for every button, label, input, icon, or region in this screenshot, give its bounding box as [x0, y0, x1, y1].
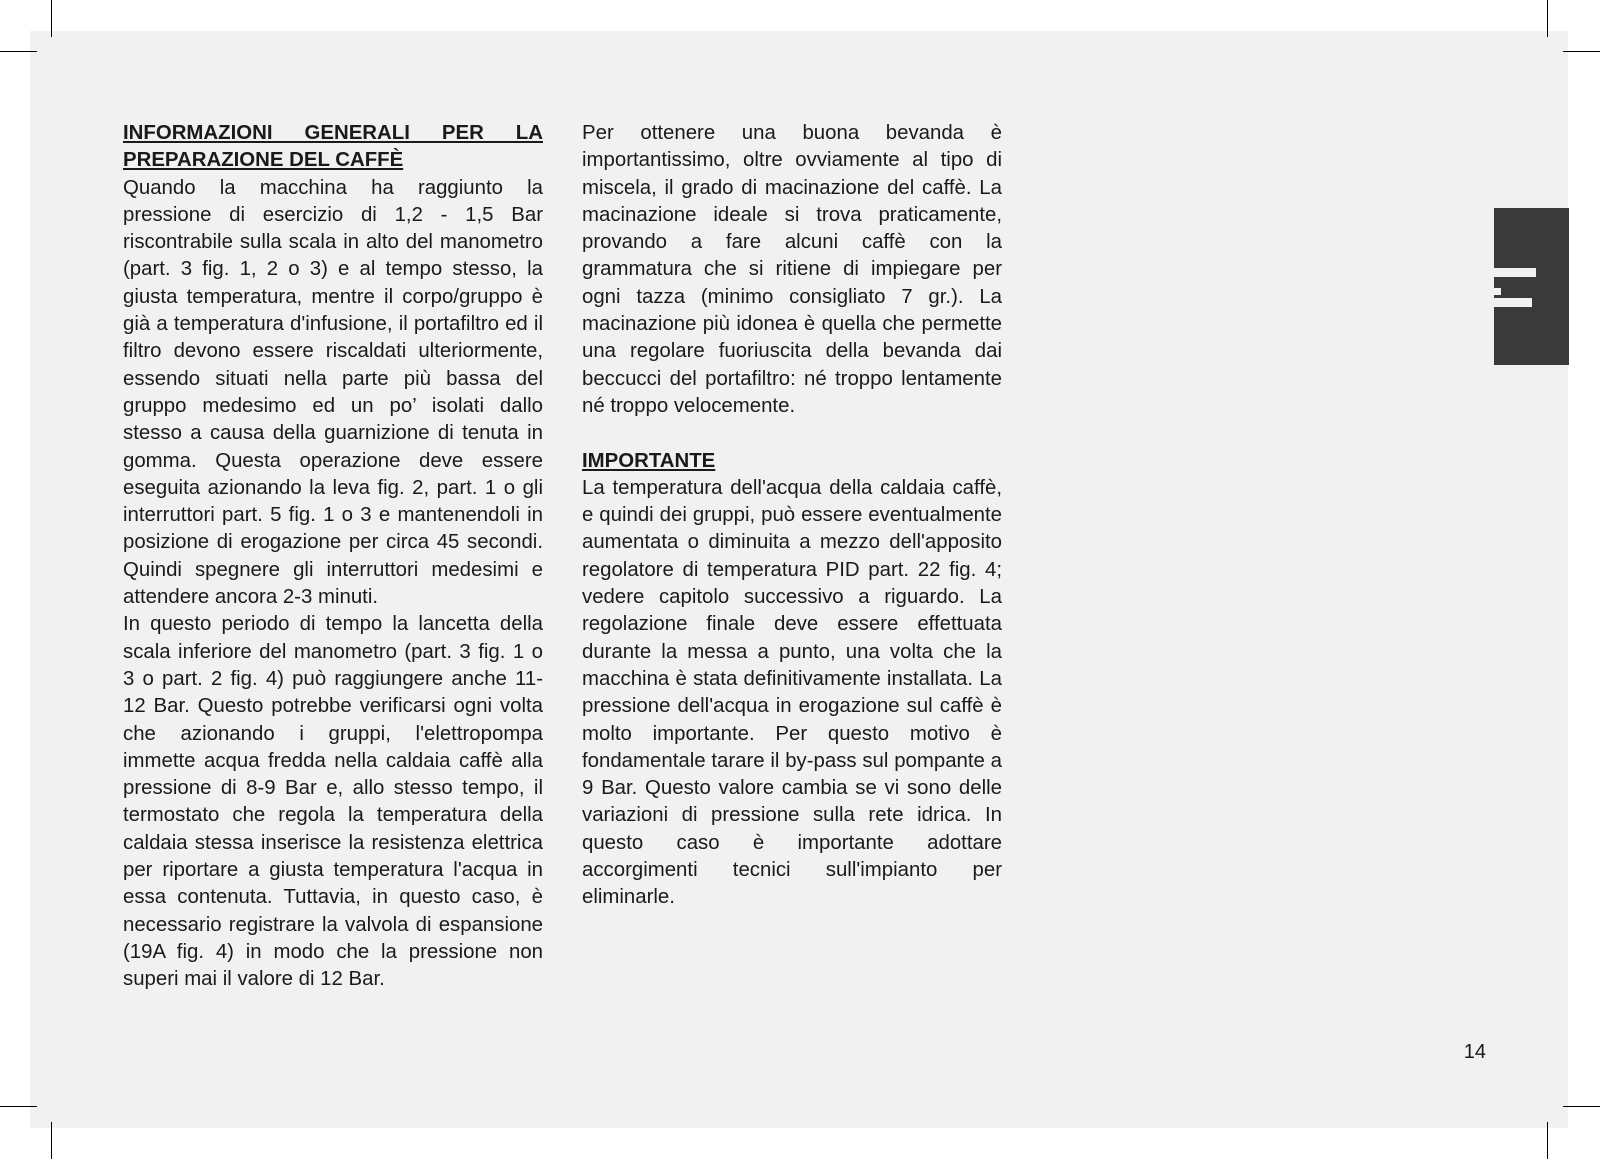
- crop-mark: [1563, 1106, 1600, 1107]
- section-heading: IMPORTANTE: [582, 449, 716, 472]
- crop-mark: [1547, 0, 1548, 37]
- tab-glyph-stroke: [1494, 298, 1532, 307]
- crop-mark: [51, 0, 52, 37]
- page-number: 14: [1463, 1041, 1486, 1063]
- crop-mark: [51, 1122, 52, 1159]
- body-paragraph: Quando la macchina ha raggiunto la pressione di esercizio di 1,2 - 1,5 Bar riscontrabile sulla scala in alto del manometro (part. 3 fig. 1, 2 o 3) e al tempo stesso, la giusta temperatura, mentre il corpo/gruppo è già a temperatura d'infusione, il portafiltro ed il filtro devono essere riscaldati ulteriormente, essendo situati nella parte più bassa del gruppo medesimo ed un po’ isolati dallo stesso a causa della guarnizione di tenuta in gomma. Questa operazione deve essere eseguita azionando la leva fig. 2, part. 1 o gli interruttori part. 5 fig. 1 o 3 e mantenendoli in posizione di erogazione per circa 45 secondi. Quindi spegnere gli interruttori medesimi e attendere ancora 2-3 minuti.: [123, 176, 543, 609]
- body-paragraph: In questo periodo di tempo la lancetta della scala inferiore del manometro (part. 3 fig. 1 o 3 o part. 2 fig. 4) può raggiungere anche 11-12 Bar. Questo potrebbe verificarsi ogni volta che azionando i gruppi, l'elettropompa immette acqua fredda nella caldaia caffè alla pressione di 8-9 Bar e, allo stesso tempo, il termostato che regola la temperatura della caldaia stessa inserisce la resistenza elettrica per riportare a giusta temperatura l'acqua in essa contenuta. Tuttavia, in questo caso, è necessario registrare la valvola di espansione (19A fig. 4) in modo che la pressione non superi mai il valore di 12 Bar.: [123, 613, 543, 991]
- crop-mark: [1563, 51, 1600, 52]
- left-column: [123, 120, 543, 994]
- section-heading: INFORMAZIONI GENERALI PER LA PREPARAZIONE DEL CAFFÈ: [123, 122, 543, 172]
- tab-glyph-stroke: [1494, 288, 1501, 295]
- paragraph-spacer: [582, 420, 1002, 447]
- crop-mark: [1547, 1122, 1548, 1159]
- tab-glyph-stroke: [1494, 268, 1536, 277]
- crop-mark: [0, 1106, 37, 1107]
- body-paragraph: La temperatura dell'acqua della caldaia caffè, e quindi dei gruppi, può essere eventualmente aumentata o diminuita a mezzo dell'apposito regolatore di temperatura PID part. 22 fig. 4; vedere capitolo successivo a riguardo. La regolazione finale deve essere effettuata durante la messa a punto, una volta che la macchina è stata definitivamente installata. La pressione dell'acqua in erogazione sul caffè è molto importante. Per questo motivo è fondamentale tarare il by-pass sul pompante a 9 Bar. Questo valore cambia se vi sono delle variazioni di pressione sulla rete idrica. In questo caso è importante adottare accorgimenti tecnici sull'impianto per eliminarle.: [582, 476, 1002, 909]
- crop-mark: [0, 51, 37, 52]
- italian-language-tab-icon: [1494, 208, 1569, 365]
- right-column: [582, 120, 1002, 912]
- body-paragraph: Per ottenere una buona bevanda è importantissimo, oltre ovviamente al tipo di miscela, il grado di macinazione del caffè. La macinazione ideale si trova praticamente, provando a fare alcuni caffè con la grammatura che si ritiene di impiegare per ogni tazza (minimo consigliato 7 gr.). La macinazione più idonea è quella che permette una regolare fuoriuscita della bevanda dai beccucci del portafiltro: né troppo lentamente né troppo velocemente.: [582, 122, 1002, 417]
